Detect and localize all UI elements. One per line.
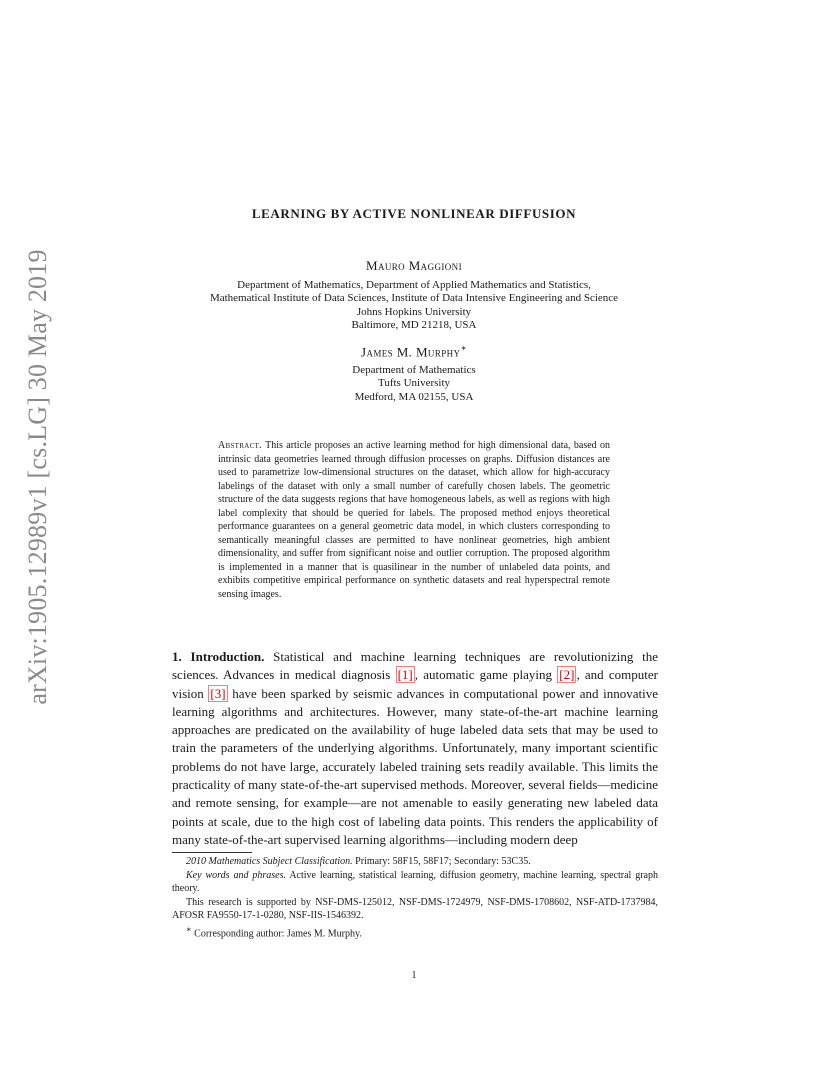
author-2 <box>0 343 828 360</box>
footnote-support: This research is supported by NSF-DMS-125012, NSF-DMS-1724979, NSF-DMS-1708602, NSF-ATD-1737984, AFOSR FA9550-17-1-0280, NSF-IIS-1546392. <box>172 896 658 922</box>
footnote-keywords <box>172 869 658 896</box>
introduction-paragraph <box>172 648 658 849</box>
intro-text: , automatic game playing <box>414 667 553 683</box>
author-2-affiliation: Department of Mathematics Tufts University Medford, MA 02155, USA <box>352 364 476 403</box>
footnote-keywords-label: Key words and phrases. <box>186 869 286 881</box>
arxiv-identifier: arXiv:1905.12989v1 [cs.LG] 30 May 2019 <box>23 249 52 705</box>
page-number: 1 <box>411 970 417 981</box>
author-1-name: Mauro Maggioni <box>366 258 462 273</box>
abstract-label: Abstract. <box>218 440 262 451</box>
corresponding-author-marker: ∗ <box>460 343 467 353</box>
footnote-rule <box>172 852 252 853</box>
abstract <box>218 439 610 601</box>
footnote-keywords-text: Active learning, statistical learning, diffusion geometry, machine learning, spectral graph theory. <box>172 869 658 895</box>
footnote-corresponding-text: Corresponding author: James M. Murphy. <box>194 928 362 940</box>
citation-link[interactable]: [3] <box>210 685 226 701</box>
paper-title: LEARNING BY ACTIVE NONLINEAR DIFFUSION <box>251 206 577 221</box>
citation-link[interactable]: [2] <box>559 667 575 683</box>
abstract-text: This article proposes an active learning method for high dimensional data, based on intrinsic data geometries learned through diffusion processes on graphs. Diffusion distances are used to parametrize low-dimensional structures on the dataset, which allow for high-accuracy labelings of the dataset with only a small number of carefully chosen labels. The geometric structure of the data suggests regions that have homogeneous labels, as well as regions with high label complexity that should be queried for labels. The proposed method enjoys theoretical performance guarantees on a general geometric data model, in which clusters corresponding to semantically meaningful classes are permitted to have nonlinear geometries, high ambient dimensionality, and suffer from significant noise and outlier corruption. The proposed algorithm is implemented in a manner that is quasilinear in the number of unlabeled data points, and exhibits competitive empirical performance on synthetic datasets and real hyperspectral remote sensing images. <box>218 440 611 600</box>
intro-text: , and computer vision <box>172 667 658 701</box>
intro-text: Statistical and machine learning techniques are revolutionizing the sciences. Advances in medical diagnosis <box>172 649 658 683</box>
footnote-msc-text: Primary: 58F15, 58F17; Secondary: 53C35. <box>355 856 531 867</box>
corresponding-footnote-marker: ∗ <box>186 924 192 934</box>
author-2-name: James M. Murphy <box>361 344 461 360</box>
footnotes <box>172 855 658 941</box>
footnote-corresponding <box>172 923 658 941</box>
author-1-affiliation: Department of Mathematics, Department of Applied Mathematics and Statistics, Mathematical Institute of Data Sciences, Institute of Data Intensive Engineering and Science Johns Hopkins University Baltimore, MD 21218, USA <box>209 279 619 332</box>
citation-link[interactable]: [1] <box>397 667 413 683</box>
footnote-msc-label: 2010 Mathematics Subject Classification. <box>186 856 353 867</box>
section-heading: 1. Introduction. <box>172 649 265 664</box>
intro-text: have been sparked by seismic advances in computational power and innovative learning algorithms and architectures. However, many state-of-the-art machine learning approaches are predicated on the availability of huge labeled data sets that may be used to train the parameters of the underlying algorithms. Unfortunately, many important scientific problems do not have large, accurately labeled training sets readily available. This limits the practicality of many state-of-the-art supervised methods. Moreover, several fields—medicine and remote sensing, for example—are not amenable to easily generating new labeled data points at scale, due to the high cost of labeling data points. This renders the applicability of many state-of-the-art supervised learning algorithms—including modern deep <box>172 685 658 847</box>
footnote-msc <box>172 855 658 869</box>
